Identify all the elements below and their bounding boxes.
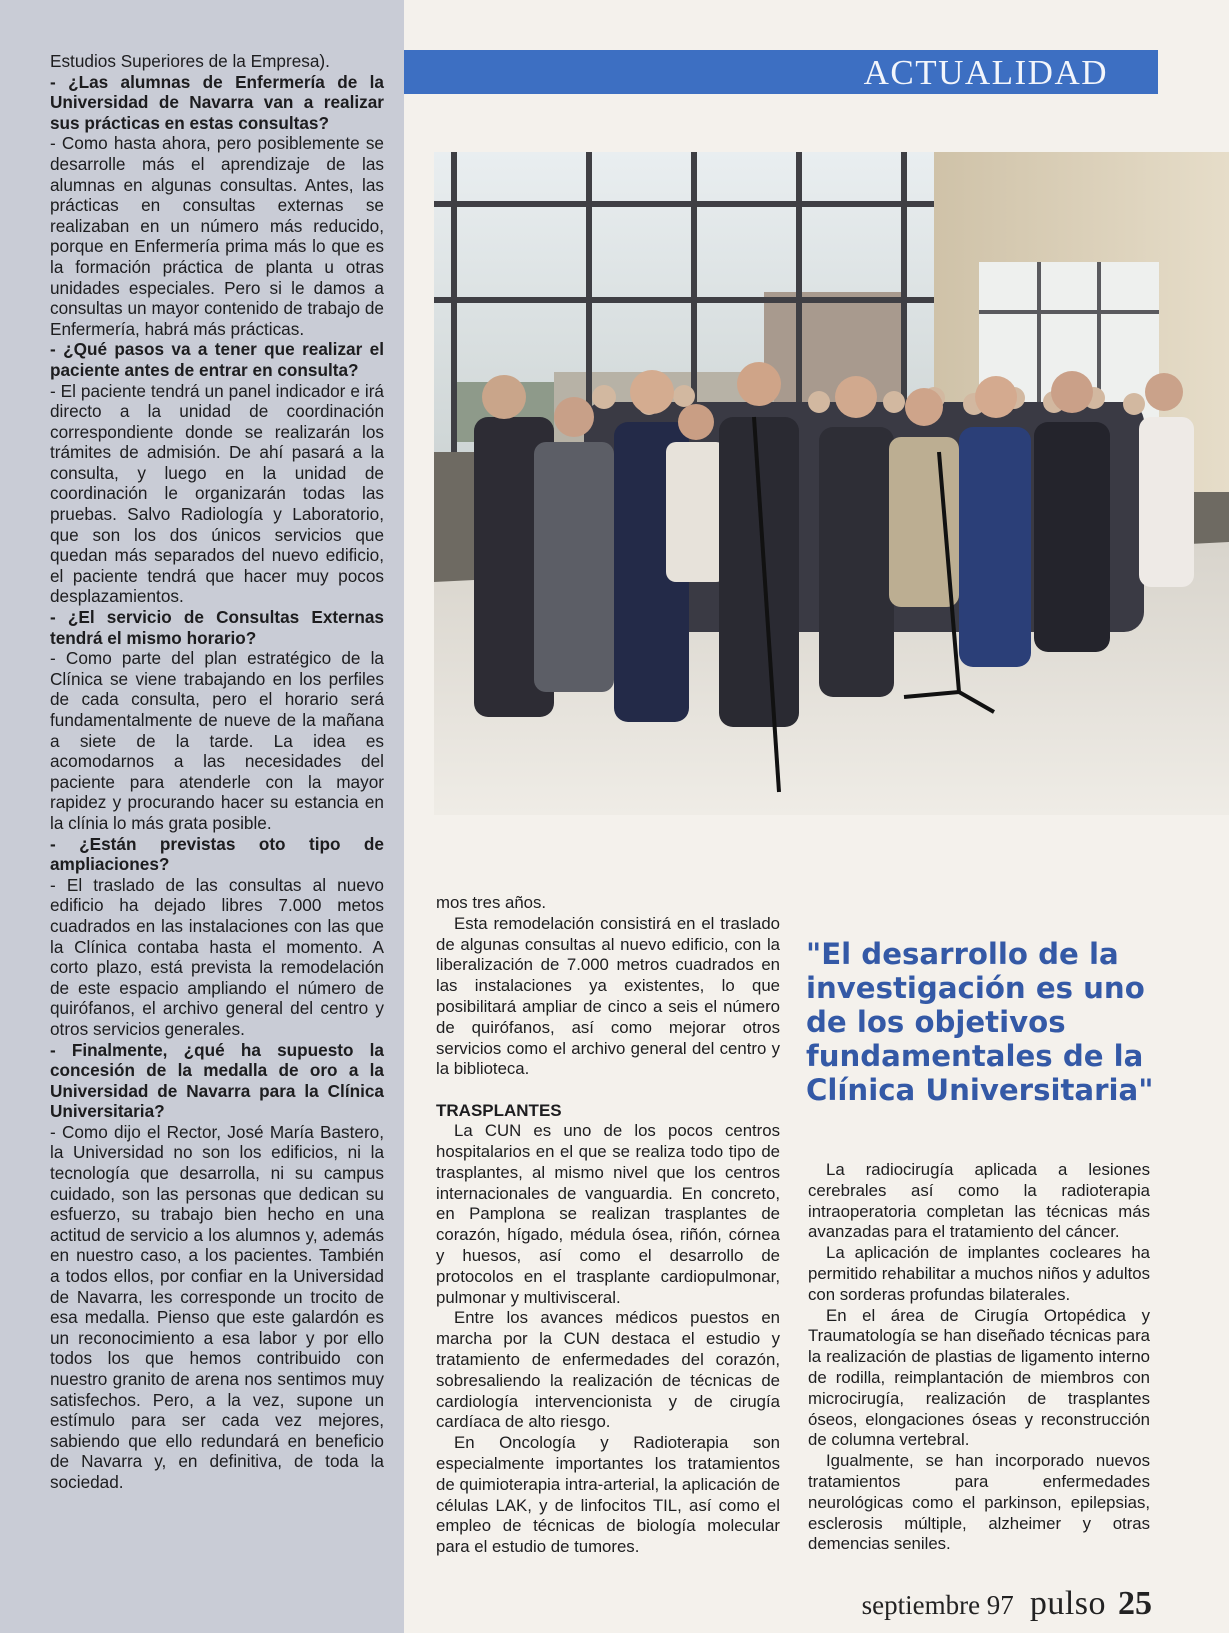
question-4: - ¿Están previstas oto tipo de ampliaciones? — [50, 833, 384, 875]
answer-4: - El traslado de las consultas al nuevo edificio ha dejado libres 7.000 metos cuadrados en las instalaciones con las que la Clínica contaba hasta el momento. A corto plazo, está prevista la remodelación de este espacio ampliando el número de quirófanos, el archivo general del centro y otros servicios generales. — [50, 874, 384, 1039]
col3-paragraph: En el área de Cirugía Ortopédica y Traumatología se han diseñado técnicas para la realización de plastias de ligamento interno de rodilla, reimplantación de miembros con microcirugía, realización de trasplantes óseos, elongaciones óseas y reconstrucción de columna vertebral. — [808, 1305, 1150, 1450]
question-3: - ¿El servicio de Consultas Externas tendrá el mismo horario? — [50, 607, 384, 648]
intro-text: Estudios Superiores de la Empresa). — [50, 51, 330, 71]
col2-paragraph: Esta remodelación consistirá en el traslado de algunas consultas al nuevo edificio, con la liberalización de 7.000 metros cuadrados en las instalaciones ya existentes, lo que posibilitará ampliar de cinco a seis el número de quirófanos, así como mejorar otros servicios como el archivo general del centro y la biblioteca. — [436, 913, 780, 1079]
section-heading-trasplantes: TRASPLANTES — [436, 1101, 562, 1121]
question-2: - ¿Qué pasos va a tener que realizar el paciente antes de entrar en consulta? — [50, 339, 384, 380]
page-footer — [862, 1585, 1152, 1625]
ceremony-photo — [434, 152, 1229, 815]
col3-paragraph: Igualmente, se han incorporado nuevos tratamientos para enfermedades neurológicas como el parkinson, epilepsias, esclerosis múltiple, alzheimer y otras demencias seniles. — [808, 1451, 1150, 1554]
pull-quote: "El desarrollo de la investigación es uno de los objetivos fundamentales de la Clínica Universitaria" — [806, 937, 1154, 1107]
col3-paragraph: La radiocirugía aplicada a lesiones cerebrales así como la radioterapia intraoperatoria completan las técnicas más avanzadas para el tratamiento del cáncer. — [808, 1160, 1150, 1242]
magazine-name: pulso — [1029, 1585, 1106, 1622]
page-number: 25 — [1118, 1585, 1152, 1622]
col2-paragraph: Entre los avances médicos puestos en marcha por la CUN destaca el estudio y tratamiento de enfermedades del corazón, sobresaliendo la realización de técnicas de cardiología intervencionista y de cirugía cardíaca de alto riesgo. — [436, 1308, 780, 1432]
col2-continuation: mos tres años. — [436, 893, 547, 912]
article-column-3 — [808, 1160, 1150, 1555]
article-column-2 — [436, 893, 780, 1558]
interview-column — [50, 51, 384, 1493]
col3-paragraph: La aplicación de implantes cocleares ha permitido rehabilitar a muchos niños y adultos con sorderas profundas bilaterales. — [808, 1243, 1150, 1304]
section-banner — [404, 50, 1158, 94]
answer-3: - Como parte del plan estratégico de la Clínica se viene trabajando en los perfiles de cada consulta, pero el horario será fundamentalmente de nueve de la mañana a siete de la tarde. La idea es acomodarnos a las necesidades del paciente para atenderle con la mayor rapidez y procurando hacer su estancia en la clínia lo más grata posible. — [50, 648, 384, 833]
answer-1: - Como hasta ahora, pero posiblemente se desarrolle más el aprendizaje de las alumnas en algunas consultas. Antes, las prácticas en consultas externas se realizaban en un número más reducido, porque en Enfermería prima más lo que es la formación práctica de planta u otras unidades especiales. Pero si le damos a consultas un mayor contenido de trabajo de Enfermería, habrá más prácticas. — [50, 133, 384, 339]
question-5: - Finalmente, ¿qué ha supuesto la concesión de la medalla de oro a la Universidad de Navarra para la Clínica Universitaria? — [50, 1039, 384, 1122]
answer-5: - Como dijo el Rector, José María Bastero, la Universidad no son los edificios, ni la tecnología que desarrolla, ni su campus cuidado, son las personas que dedican su esfuerzo, su trabajo bien hecho en una actitud de servicio a los alumnos y, además en nuestro caso, a los pacientes. También a todos ellos, por confiar en la Universidad de Navarra, les corresponde un trocito de esa medalla. Pienso que este galardón es un reconocimiento a esa labor y por ello todos los que hemos contribuido con nuestro granito de arena nos sentimos muy satisfechos. Pero, a la vez, supone un estímulo para ser cada vez mejores, sabiendo que ello redundará en beneficio de Navarra y, en definitiva, de toda la sociedad. — [50, 1121, 384, 1492]
question-1: - ¿Las alumnas de Enfermería de la Universidad de Navarra van a realizar sus prácticas en estas consultas? — [50, 71, 384, 133]
col2-paragraph: La CUN es uno de los pocos centros hospitalarios en el que se realiza todo tipo de trasplantes, al mismo nivel que los centros internacionales de vanguardia. En concreto, en Pamplona se realizan trasplantes de corazón, hígado, médula ósea, riñón, córnea y huesos, así como el desarrollo de protocolos en el trasplante cardiopulmonar, pulmonar y multivisceral. — [436, 1121, 780, 1307]
section-title: ACTUALIDAD — [863, 53, 1108, 92]
answer-2: - El paciente tendrá un panel indicador e irá directo a la unidad de coordinación correspondiente donde se realizarán los trámites de admisión. De ahí pasará a la consulta, y luego en la unidad de coordinación le organizarán todas las pruebas. Salvo Radiología y Laboratorio, que son los dos únicos servicios que quedan más separados del nuevo edificio, el paciente tendrá que hacer muy pocos desplazamientos. — [50, 380, 384, 607]
issue-date: septiembre 97 — [861, 1590, 1014, 1620]
col2-paragraph: En Oncología y Radioterapia son especialmente importantes los tratamientos de quimioterapia intra-arterial, la aplicación de células LAK, y de linfocitos TIL, así como el empleo de técnicas de biología molecular para el estudio de tumores. — [436, 1433, 780, 1557]
